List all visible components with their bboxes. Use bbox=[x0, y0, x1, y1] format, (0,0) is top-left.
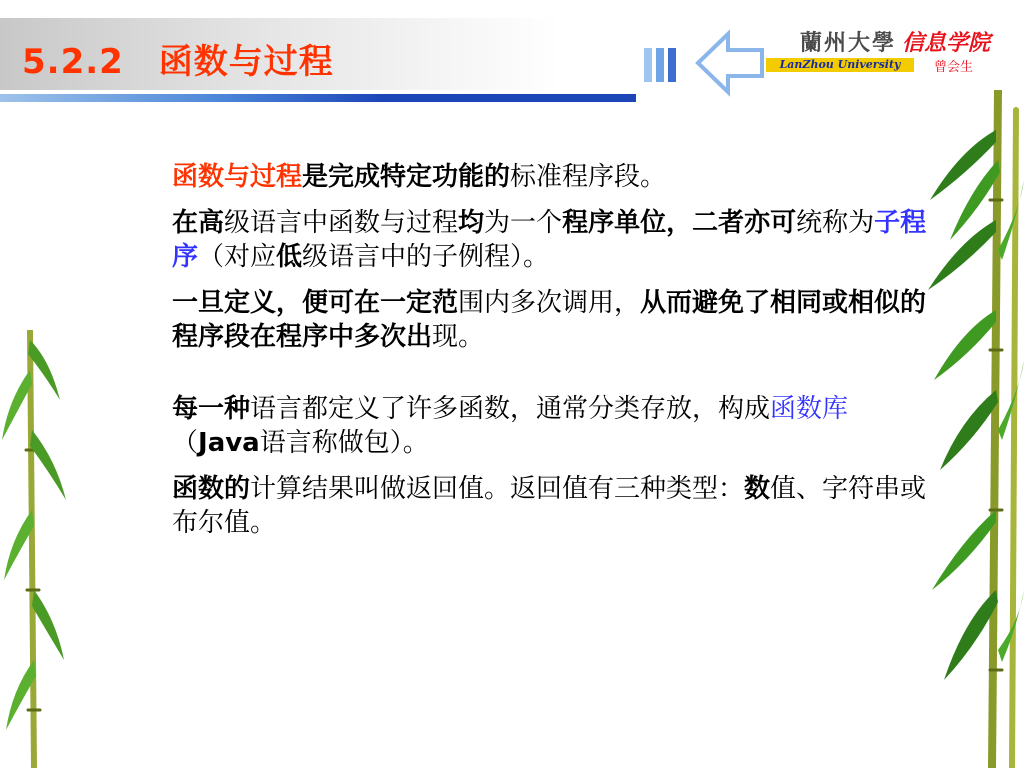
p3-text-a: 一旦定义，便可在一定范 bbox=[172, 288, 459, 318]
paragraph-4 bbox=[172, 392, 932, 460]
paragraph-2 bbox=[172, 206, 932, 274]
paragraph-5 bbox=[172, 472, 932, 540]
back-arrow-icon[interactable] bbox=[692, 28, 764, 98]
term-subprogram: 子程序 bbox=[172, 208, 927, 272]
p1-bold-text: 是完成特定功能的 bbox=[302, 162, 511, 192]
p2-text-f: 单位，二者亦可 bbox=[614, 208, 797, 238]
p2-text-a: 在高 bbox=[172, 208, 225, 238]
paragraph-3 bbox=[172, 286, 932, 354]
bamboo-decoration-right bbox=[920, 90, 1024, 768]
p3-text-d: 现。 bbox=[432, 322, 485, 352]
p2-text-d: 为一个 bbox=[484, 208, 563, 238]
block-1 bbox=[644, 48, 652, 82]
logo-university-en: LanZhou University bbox=[766, 58, 914, 72]
p4-text-d: （ bbox=[172, 428, 199, 458]
p5-text-a: 函数的 bbox=[172, 474, 251, 504]
p1-text: 标准程序段。 bbox=[510, 162, 667, 192]
slide-header bbox=[0, 0, 1024, 100]
p2-text-j: 低 bbox=[276, 242, 303, 272]
p5-text-c: 数 bbox=[744, 474, 771, 504]
logo-author: 曾会生 bbox=[934, 60, 974, 75]
title-underline-bar bbox=[0, 94, 636, 102]
p2-text-k: 级语言中的子例程）。 bbox=[302, 242, 550, 272]
p4-text-a: 每一种 bbox=[172, 394, 251, 424]
slide-title: 5.2.2 函数与过程 bbox=[22, 42, 334, 82]
p2-text-b: 级语言中函数与过程 bbox=[224, 208, 459, 238]
term-function-and-procedure: 函数与过程 bbox=[172, 162, 303, 192]
p5-text-d: 值、字符串或布尔值。 bbox=[172, 474, 927, 538]
logo-school: 信息学院 bbox=[902, 31, 991, 56]
p4-text-f: 语言称做包）。 bbox=[259, 428, 429, 458]
university-logo bbox=[766, 22, 1016, 78]
p2-text-e: 程序 bbox=[562, 208, 615, 238]
paragraph-1 bbox=[172, 160, 932, 194]
p2-text-g: 统称为 bbox=[796, 208, 875, 238]
p3-text-c: 从而避免了相同或相似的程序段在程序中多次出 bbox=[172, 288, 927, 352]
logo-university-cn: 蘭州大學 bbox=[800, 30, 897, 56]
p2-text-i: （对应 bbox=[198, 242, 277, 272]
p2-text-c: 均 bbox=[458, 208, 485, 238]
block-3 bbox=[668, 48, 676, 82]
p3-text-b: 围内多次调用， bbox=[458, 288, 641, 318]
block-2 bbox=[656, 48, 664, 82]
term-java: Java bbox=[198, 428, 260, 458]
term-function-library: 函数库 bbox=[770, 394, 849, 424]
p5-text-b: 计算结果叫做返回值。返回值有三种类型： bbox=[250, 474, 745, 504]
bamboo-decoration-left bbox=[0, 330, 70, 768]
p4-text-b: 语言都定义了许多函数，通常分类存放，构成 bbox=[250, 394, 771, 424]
slide-body bbox=[172, 160, 932, 552]
